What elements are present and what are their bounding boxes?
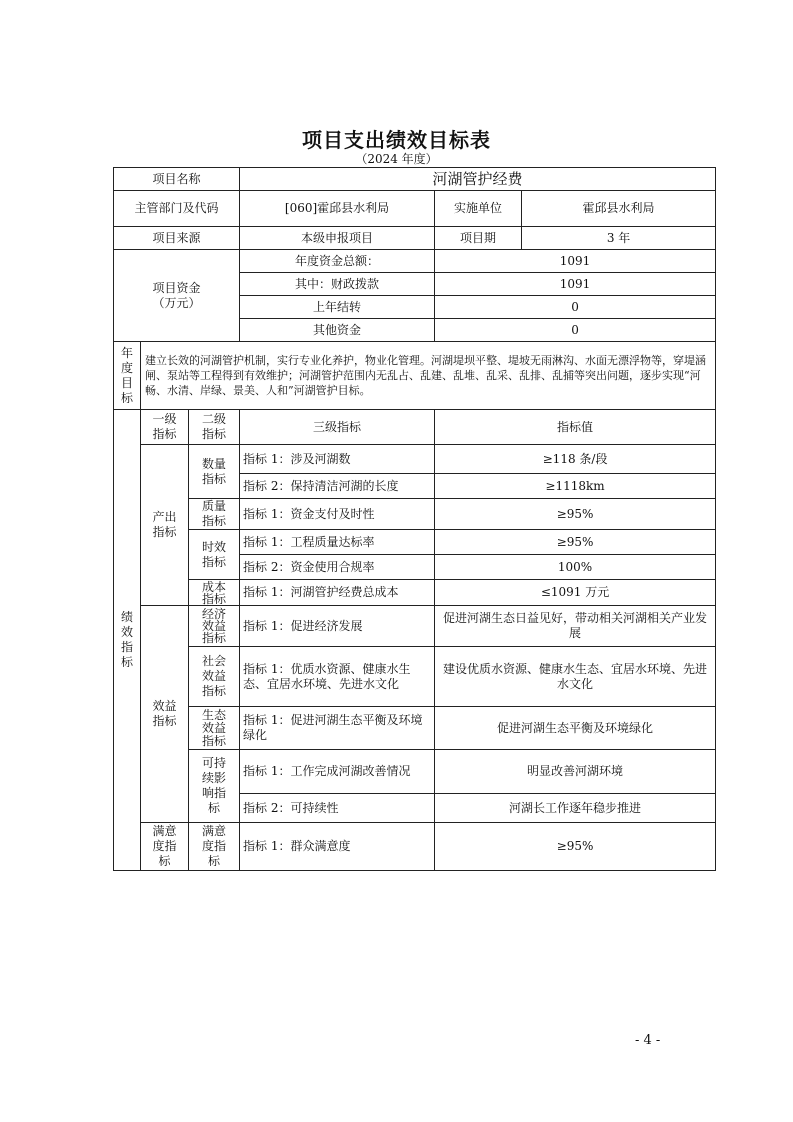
indicator-name: 指标 1：群众满意度 xyxy=(240,823,435,871)
sub-timeliness: 时效指标 xyxy=(189,530,240,580)
row-funds-total xyxy=(114,250,716,273)
impl-unit-label: 实施单位 xyxy=(435,191,522,227)
indicator-name: 指标 2：保持清洁河湖的长度 xyxy=(240,474,435,499)
indicator-name: 指标 1：优质水资源、健康水生态、宜居水环境、先进水文化 xyxy=(240,647,435,707)
table-row xyxy=(114,445,716,474)
impl-unit-value: 霍邱县水利局 xyxy=(522,191,716,227)
annual-goal-label: 年度目标 xyxy=(114,342,141,410)
indicator-name: 指标 1：促进河湖生态平衡及环境绿化 xyxy=(240,707,435,750)
indicator-value: ≥118 条/段 xyxy=(435,445,716,474)
annual-goal-text: 建立长效的河湖管护机制，实行专业化养护，物业化管理。河湖堤坝平整、堤坡无雨淋沟、水面无漂浮物等，穿堤涵闸、泵站等工程得到有效维护；河湖管护范围内无乱占、乱建、乱堆、乱采、乱排、乱捕等突出问题，逐步实现“河畅、水清、岸绿、景美、人和”河湖管护目标。 xyxy=(141,342,716,410)
funds-unit: （万元） xyxy=(152,295,201,310)
sub-ecological: 生态效益指标 xyxy=(189,707,240,750)
header-value: 指标值 xyxy=(435,410,716,445)
group-satisfaction: 满意度指标 xyxy=(141,823,189,871)
indicator-value: ≥95% xyxy=(435,530,716,555)
funds-carryover-label: 上年结转 xyxy=(240,296,435,319)
indicator-name: 指标 1：资金支付及时性 xyxy=(240,499,435,530)
indicator-value: 促进河湖生态平衡及环境绿化 xyxy=(435,707,716,750)
indicator-name: 指标 1：涉及河湖数 xyxy=(240,445,435,474)
indicator-name: 指标 1：工程质量达标率 xyxy=(240,530,435,555)
indicator-value: 建设优质水资源、健康水生态、宜居水环境、先进水文化 xyxy=(435,647,716,707)
sub-quantity: 数量指标 xyxy=(189,445,240,499)
sub-economic: 经济效益指标 xyxy=(189,606,240,647)
group-output: 产出指标 xyxy=(141,445,189,606)
indicator-name: 指标 1：促进经济发展 xyxy=(240,606,435,647)
indicator-value: ≤1091 万元 xyxy=(435,580,716,606)
table-row xyxy=(114,499,716,530)
row-project-name xyxy=(114,168,716,191)
row-indicator-headers xyxy=(114,410,716,445)
header-level3: 三级指标 xyxy=(240,410,435,445)
period-value: 3 年 xyxy=(522,227,716,250)
indicator-value: 河湖长工作逐年稳步推进 xyxy=(435,794,716,823)
sub-quality: 质量指标 xyxy=(189,499,240,530)
table-row xyxy=(114,750,716,794)
group-benefit: 效益指标 xyxy=(141,606,189,823)
page-title: 项目支出绩效目标表 xyxy=(302,128,491,152)
funds-fiscal-value: 1091 xyxy=(435,273,716,296)
table-row xyxy=(114,823,716,871)
sub-cost: 成本指标 xyxy=(189,580,240,606)
performance-table xyxy=(113,167,716,871)
funds-other-value: 0 xyxy=(435,319,716,342)
dept-value: [060]霍邱县水利局 xyxy=(240,191,435,227)
funds-other-label: 其他资金 xyxy=(240,319,435,342)
indicator-name: 指标 2：资金使用合规率 xyxy=(240,555,435,580)
perf-label: 绩效指标 xyxy=(114,410,141,871)
indicator-name: 指标 2：可持续性 xyxy=(240,794,435,823)
page-subtitle: （2024 年度） xyxy=(355,152,438,166)
funds-total-value: 1091 xyxy=(435,250,716,273)
funds-fiscal-label: 其中：财政拨款 xyxy=(240,273,435,296)
table-row xyxy=(114,647,716,707)
funds-carryover-value: 0 xyxy=(435,296,716,319)
header-level1: 一级指标 xyxy=(141,410,189,445)
row-annual-goal xyxy=(114,342,716,410)
page-number: - 4 - xyxy=(635,1033,661,1048)
dept-label: 主管部门及代码 xyxy=(114,191,240,227)
indicator-name: 指标 1：河湖管护经费总成本 xyxy=(240,580,435,606)
row-source xyxy=(114,227,716,250)
indicator-value: ≥95% xyxy=(435,823,716,871)
table-row xyxy=(114,707,716,750)
source-label: 项目来源 xyxy=(114,227,240,250)
funds-label: 项目资金 xyxy=(152,280,201,295)
period-label: 项目期 xyxy=(435,227,522,250)
indicator-value: 100% xyxy=(435,555,716,580)
header-level2: 二级指标 xyxy=(189,410,240,445)
indicator-name: 指标 1：工作完成河湖改善情况 xyxy=(240,750,435,794)
table-row xyxy=(114,530,716,555)
funds-total-label: 年度资金总额： xyxy=(240,250,435,273)
project-name-label: 项目名称 xyxy=(114,168,240,191)
source-value: 本级申报项目 xyxy=(240,227,435,250)
indicator-value: ≥95% xyxy=(435,499,716,530)
indicator-value: 明显改善河湖环境 xyxy=(435,750,716,794)
sub-satisfaction: 满意度指标 xyxy=(189,823,240,871)
funds-label-cell xyxy=(114,250,240,342)
table-row xyxy=(114,606,716,647)
indicator-value: ≥1118km xyxy=(435,474,716,499)
sub-sustainable: 可持续影响指标 xyxy=(189,750,240,823)
project-name-value: 河湖管护经费 xyxy=(240,168,716,191)
sub-social: 社会效益指标 xyxy=(189,647,240,707)
indicator-value: 促进河湖生态日益见好，带动相关河湖相关产业发展 xyxy=(435,606,716,647)
row-department xyxy=(114,191,716,227)
table-row xyxy=(114,580,716,606)
